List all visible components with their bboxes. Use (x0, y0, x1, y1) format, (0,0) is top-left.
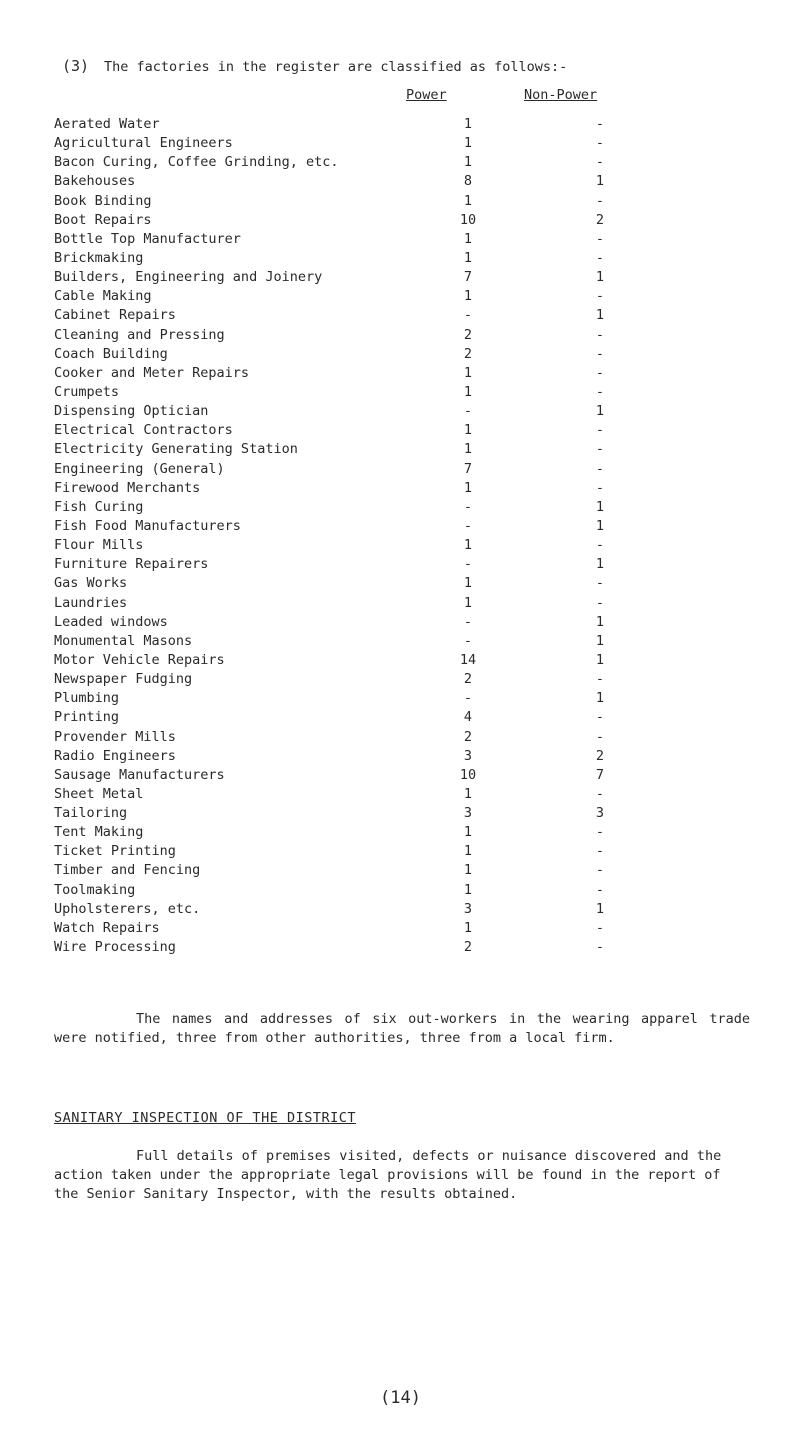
trade-name: Dispensing Optician (54, 403, 209, 420)
table-row (54, 230, 614, 249)
table-row (54, 670, 614, 689)
power-count: - (463, 307, 473, 324)
table-row (54, 861, 614, 880)
power-count: 4 (463, 709, 473, 726)
power-count: 1 (463, 192, 473, 209)
non-power-count: - (595, 249, 605, 266)
non-power-count: 1 (595, 498, 605, 515)
trade-name: Bacon Curing, Coffee Grinding, etc. (54, 154, 339, 171)
table-row (54, 421, 614, 440)
table-row (54, 306, 614, 325)
power-count: 2 (463, 671, 473, 688)
power-count: 10 (459, 211, 477, 228)
power-count: - (463, 517, 473, 534)
non-power-count: - (595, 383, 605, 400)
non-power-count: 1 (595, 269, 605, 286)
table-row (54, 249, 614, 268)
power-count: 1 (463, 785, 473, 802)
non-power-count: - (595, 422, 605, 439)
power-count: 1 (463, 288, 473, 305)
trade-name: Newspaper Fudging (54, 671, 193, 688)
power-count: 8 (463, 173, 473, 190)
trade-name: Bakehouses (54, 173, 136, 190)
power-count: - (463, 632, 473, 649)
non-power-count: 1 (595, 651, 605, 668)
table-row (54, 115, 614, 134)
power-count: 3 (463, 900, 473, 917)
trade-name: Cleaning and Pressing (54, 326, 225, 343)
trade-name: Fish Food Manufacturers (54, 517, 241, 534)
non-power-count: 1 (595, 517, 605, 534)
trade-name: Cooker and Meter Repairs (54, 364, 250, 381)
non-power-count: 1 (595, 173, 605, 190)
power-count: 1 (463, 249, 473, 266)
sanitary-section-title: SANITARY INSPECTION OF THE DISTRICT (54, 1110, 356, 1126)
table-row (54, 192, 614, 211)
power-count: 2 (463, 939, 473, 956)
trade-name: Electrical Contractors (54, 422, 233, 439)
non-power-count: - (595, 345, 605, 362)
trade-name: Fish Curing (54, 498, 144, 515)
trade-name: Electricity Generating Station (54, 441, 298, 458)
trade-name: Crumpets (54, 383, 120, 400)
table-row (54, 498, 614, 517)
trade-name: Agricultural Engineers (54, 135, 233, 152)
power-count: 1 (463, 479, 473, 496)
non-power-count: - (595, 862, 605, 879)
non-power-count: - (595, 288, 605, 305)
non-power-count: - (595, 537, 605, 554)
power-count: 1 (463, 881, 473, 898)
table-row (54, 153, 614, 172)
non-power-count: - (595, 919, 605, 936)
trade-name: Builders, Engineering and Joinery (54, 269, 323, 286)
power-count: - (463, 556, 473, 573)
non-power-count: 2 (595, 747, 605, 764)
table-row (54, 211, 614, 230)
power-count: 14 (459, 651, 477, 668)
power-count: - (463, 690, 473, 707)
non-power-count: - (595, 575, 605, 592)
trade-name: Coach Building (54, 345, 168, 362)
trade-name: Timber and Fencing (54, 862, 201, 879)
non-power-count: 1 (595, 307, 605, 324)
table-row (54, 613, 614, 632)
table-row (54, 823, 614, 842)
trade-name: Tent Making (54, 824, 144, 841)
trade-name: Gas Works (54, 575, 128, 592)
table-row (54, 708, 614, 727)
table-row (54, 804, 614, 823)
table-row (54, 766, 614, 785)
trade-name: Bottle Top Manufacturer (54, 230, 241, 247)
power-count: 1 (463, 422, 473, 439)
trade-name: Laundries (54, 594, 128, 611)
non-power-count: 1 (595, 900, 605, 917)
power-count: 1 (463, 919, 473, 936)
table-row (54, 555, 614, 574)
column-header-non-power: Non-Power (524, 87, 598, 103)
trade-name: Cable Making (54, 288, 152, 305)
trade-name: Leaded windows (54, 613, 168, 630)
non-power-count: 7 (595, 766, 605, 783)
power-count: 1 (463, 230, 473, 247)
power-count: 1 (463, 364, 473, 381)
non-power-count: - (595, 364, 605, 381)
power-count: 1 (463, 154, 473, 171)
power-count: 10 (459, 766, 477, 783)
table-row (54, 460, 614, 479)
section-number: (3) (62, 57, 90, 75)
trade-name: Radio Engineers (54, 747, 176, 764)
non-power-count: - (595, 116, 605, 132)
section-heading (62, 57, 567, 75)
non-power-count: - (595, 709, 605, 726)
trade-name: Upholsterers, etc. (54, 900, 201, 917)
trade-name: Provender Mills (54, 728, 176, 745)
table-row (54, 689, 614, 708)
power-count: 1 (463, 383, 473, 400)
non-power-count: - (595, 843, 605, 860)
power-count: 1 (463, 862, 473, 879)
non-power-count: - (595, 824, 605, 841)
non-power-count: - (595, 230, 605, 247)
table-row (54, 747, 614, 766)
trade-name: Watch Repairs (54, 919, 160, 936)
power-count: 3 (463, 747, 473, 764)
table-row (54, 651, 614, 670)
table-row (54, 785, 614, 804)
table-row (54, 728, 614, 747)
table-row (54, 326, 614, 345)
trade-name: Brickmaking (54, 249, 144, 266)
table-row (54, 536, 614, 555)
sanitary-paragraph: Full details of premises visited, defects or nuisance discovered and the action taken under the appropriate legal provisions will be found in the report of the Senior Sanitary Inspector, with the results obtained. (54, 1148, 722, 1202)
table-row (54, 345, 614, 364)
non-power-count: - (595, 154, 605, 171)
non-power-count: - (595, 594, 605, 611)
power-count: 7 (463, 269, 473, 286)
page-number: (14) (380, 1388, 421, 1408)
non-power-count: - (595, 479, 605, 496)
trade-name: Cabinet Repairs (54, 307, 176, 324)
table-row (54, 172, 614, 191)
table-row (54, 632, 614, 651)
power-count: - (463, 403, 473, 420)
non-power-count: 1 (595, 556, 605, 573)
table-row (54, 364, 614, 383)
trade-name: Engineering (General) (54, 460, 225, 477)
non-power-count: - (595, 135, 605, 152)
trade-name: Flour Mills (54, 537, 144, 554)
power-count: 2 (463, 326, 473, 343)
table-row (54, 881, 614, 900)
power-count: - (463, 613, 473, 630)
table-row (54, 287, 614, 306)
trade-name: Boot Repairs (54, 211, 152, 228)
outworkers-paragraph: The names and addresses of six out-workers in the wearing apparel trade were notified, three from other authorities, three from a local firm. (54, 1011, 750, 1046)
power-count: 2 (463, 345, 473, 362)
trade-name: Toolmaking (54, 881, 136, 898)
power-count: 2 (463, 728, 473, 745)
table-row (54, 402, 614, 421)
table-row (54, 134, 614, 153)
trade-name: Sausage Manufacturers (54, 766, 225, 783)
table-row (54, 574, 614, 593)
trade-name: Tailoring (54, 805, 128, 822)
table-row (54, 919, 614, 938)
non-power-count: - (595, 785, 605, 802)
trade-name: Printing (54, 709, 120, 726)
table-row (54, 594, 614, 613)
power-count: 1 (463, 575, 473, 592)
power-count: 1 (463, 135, 473, 152)
power-count: 1 (463, 116, 473, 132)
non-power-count: - (595, 326, 605, 343)
table-row (54, 517, 614, 536)
non-power-count: 1 (595, 403, 605, 420)
power-count: 7 (463, 460, 473, 477)
power-count: 1 (463, 594, 473, 611)
power-count: - (463, 498, 473, 515)
non-power-count: - (595, 939, 605, 956)
trade-name: Sheet Metal (54, 785, 144, 802)
power-count: 1 (463, 537, 473, 554)
power-count: 3 (463, 805, 473, 822)
trade-name: Aerated Water (54, 116, 160, 132)
trade-name: Firewood Merchants (54, 479, 201, 496)
non-power-count: - (595, 441, 605, 458)
table-row (54, 900, 614, 919)
non-power-count: 2 (595, 211, 605, 228)
non-power-count: 1 (595, 632, 605, 649)
heading-text: The factories in the register are classified as follows:- (104, 59, 568, 75)
trade-name: Motor Vehicle Repairs (54, 651, 225, 668)
trade-name: Wire Processing (54, 939, 176, 956)
power-count: 1 (463, 824, 473, 841)
non-power-count: 1 (595, 613, 605, 630)
non-power-count: - (595, 881, 605, 898)
non-power-count: - (595, 728, 605, 745)
non-power-count: 3 (595, 805, 605, 822)
table-row (54, 383, 614, 402)
trade-name: Ticket Printing (54, 843, 176, 860)
non-power-count: - (595, 671, 605, 688)
trade-name: Furniture Repairers (54, 556, 209, 573)
table-row (54, 479, 614, 498)
trade-name: Plumbing (54, 690, 120, 707)
power-count: 1 (463, 441, 473, 458)
table-row (54, 938, 614, 957)
non-power-count: 1 (595, 690, 605, 707)
trade-name: Book Binding (54, 192, 152, 209)
trade-name: Monumental Masons (54, 632, 193, 649)
table-row (54, 268, 614, 287)
table-row (54, 440, 614, 459)
non-power-count: - (595, 460, 605, 477)
column-header-power: Power (406, 87, 447, 103)
factory-classification-table (54, 115, 614, 957)
power-count: 1 (463, 843, 473, 860)
table-row (54, 842, 614, 861)
non-power-count: - (595, 192, 605, 209)
